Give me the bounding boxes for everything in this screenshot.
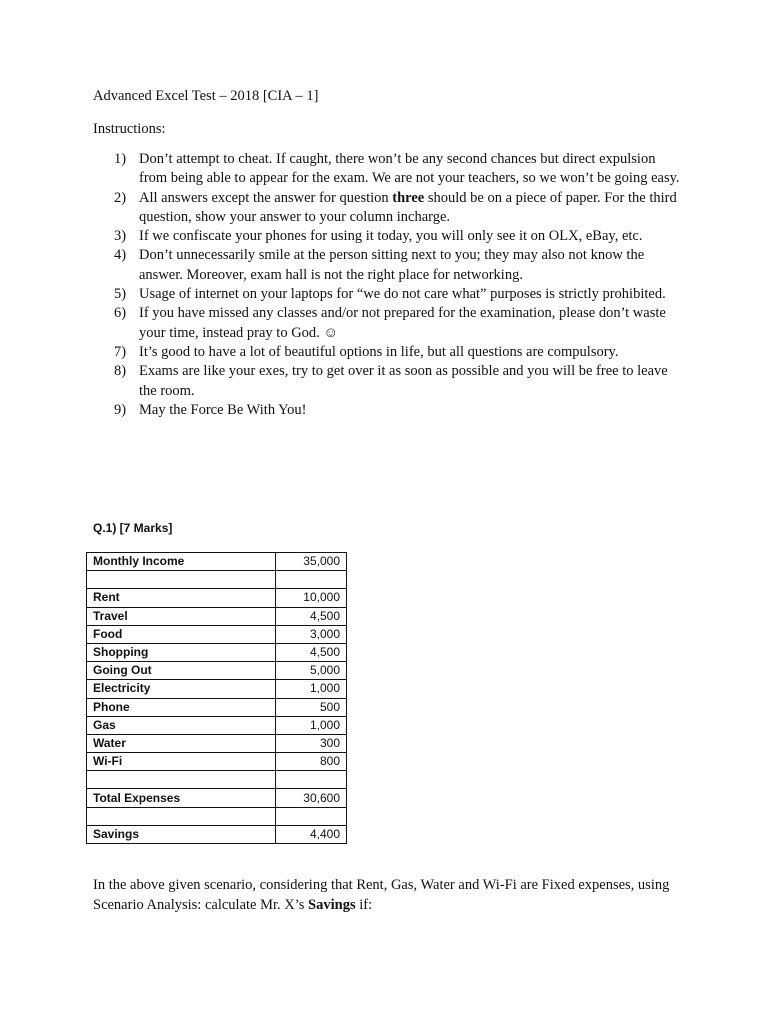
instruction-text: If we confiscate your phones for using it today, you will only see it on OLX, eBay, etc. — [139, 228, 643, 245]
row-value: 1,000 — [276, 716, 347, 734]
row-label: Shopping — [87, 643, 276, 661]
table-row — [87, 607, 347, 625]
row-label — [87, 807, 276, 825]
instruction-item — [93, 304, 683, 343]
instruction-text: should be on a piece of paper. For the third question, show your answer to your column incharge. — [139, 189, 677, 225]
instruction-text: It’s good to have a lot of beautiful options in life, but all questions are compulsory. — [139, 343, 619, 360]
row-label: Gas — [87, 716, 276, 734]
instruction-number: 8) — [114, 363, 127, 380]
instruction-text: May the Force Be With You! — [139, 401, 307, 418]
question-heading: Q.1) [7 Marks] — [93, 521, 173, 535]
row-value: 4,400 — [276, 825, 347, 843]
instruction-number: 9) — [114, 401, 127, 418]
table-row — [87, 789, 347, 807]
instruction-number: 4) — [114, 247, 127, 264]
instruction-item — [93, 343, 683, 362]
row-label: Food — [87, 625, 276, 643]
row-value: 3,000 — [276, 625, 347, 643]
row-value: 5,000 — [276, 662, 347, 680]
scenario-emphasis: Savings — [308, 896, 356, 913]
row-label: Travel — [87, 607, 276, 625]
row-label: Going Out — [87, 662, 276, 680]
scenario-text: In the above given scenario, considering that Rent, Gas, Water and Wi-Fi are Fixed expenses, using Scenario Analysis: calculate Mr. X’s — [93, 877, 670, 913]
table-row — [87, 825, 347, 843]
row-label — [87, 571, 276, 589]
scenario-paragraph — [93, 876, 693, 915]
table-row — [87, 643, 347, 661]
row-label — [87, 771, 276, 789]
row-value — [276, 571, 347, 589]
row-label: Total Expenses — [87, 789, 276, 807]
row-label: Electricity — [87, 680, 276, 698]
table-row — [87, 571, 347, 589]
instruction-number: 6) — [114, 305, 127, 322]
table-row — [87, 680, 347, 698]
table-row — [87, 807, 347, 825]
row-label: Phone — [87, 698, 276, 716]
instruction-item — [93, 227, 683, 246]
scenario-text-end: if: — [355, 896, 373, 913]
instructions-list — [93, 150, 683, 420]
row-value: 800 — [276, 753, 347, 771]
table-row — [87, 625, 347, 643]
row-value: 300 — [276, 734, 347, 752]
instruction-text: All answers except the answer for question — [139, 189, 393, 206]
instruction-number: 1) — [114, 151, 127, 167]
instruction-text: Usage of internet on your laptops for “we do not care what” purposes is strictly prohibited. — [139, 286, 666, 303]
table-row — [87, 698, 347, 716]
instruction-number: 3) — [114, 228, 127, 245]
row-value: 4,500 — [276, 607, 347, 625]
row-value — [276, 771, 347, 789]
instruction-text: Don’t attempt to cheat. If caught, there won’t be any second chances but direct expulsion from being able to appear for the exam. We are not your teachers, so we won’t be going easy. — [139, 151, 680, 187]
row-value: 4,500 — [276, 643, 347, 661]
budget-table — [86, 552, 347, 844]
row-value: 30,600 — [276, 789, 347, 807]
instruction-item — [93, 401, 683, 420]
instruction-text: Exams are like your exes, try to get over it as soon as possible and you will be free to leave the room. — [139, 363, 668, 399]
instruction-item — [93, 285, 683, 304]
test-title: Advanced Excel Test – 2018 [CIA – 1] — [93, 88, 319, 104]
row-value — [276, 807, 347, 825]
instruction-item — [93, 150, 683, 189]
instruction-number: 7) — [114, 343, 127, 360]
instruction-item — [93, 246, 683, 285]
row-label: Rent — [87, 589, 276, 607]
row-value: 1,000 — [276, 680, 347, 698]
table-row — [87, 771, 347, 789]
instruction-text: If you have missed any classes and/or not prepared for the examination, please don’t waste your time, instead pray to God. ☺ — [139, 305, 666, 341]
instruction-item — [93, 189, 683, 228]
instruction-text: Don’t unnecessarily smile at the person sitting next to you; they may also not know the answer. Moreover, exam hall is not the right place for networking. — [139, 247, 645, 283]
table-row — [87, 662, 347, 680]
table-row — [87, 716, 347, 734]
row-value: 500 — [276, 698, 347, 716]
row-label: Wi-Fi — [87, 753, 276, 771]
instruction-number: 5) — [114, 286, 127, 303]
row-value: 35,000 — [276, 553, 347, 571]
instructions-heading: Instructions: — [93, 121, 166, 137]
table-row — [87, 734, 347, 752]
instruction-emphasis: three — [392, 189, 425, 206]
row-label: Water — [87, 734, 276, 752]
table-row — [87, 553, 347, 571]
instruction-item — [93, 362, 683, 401]
table-row — [87, 589, 347, 607]
row-label: Monthly Income — [87, 553, 276, 571]
table-row — [87, 753, 347, 771]
row-value: 10,000 — [276, 589, 347, 607]
instruction-number: 2) — [114, 189, 127, 206]
row-label: Savings — [87, 825, 276, 843]
